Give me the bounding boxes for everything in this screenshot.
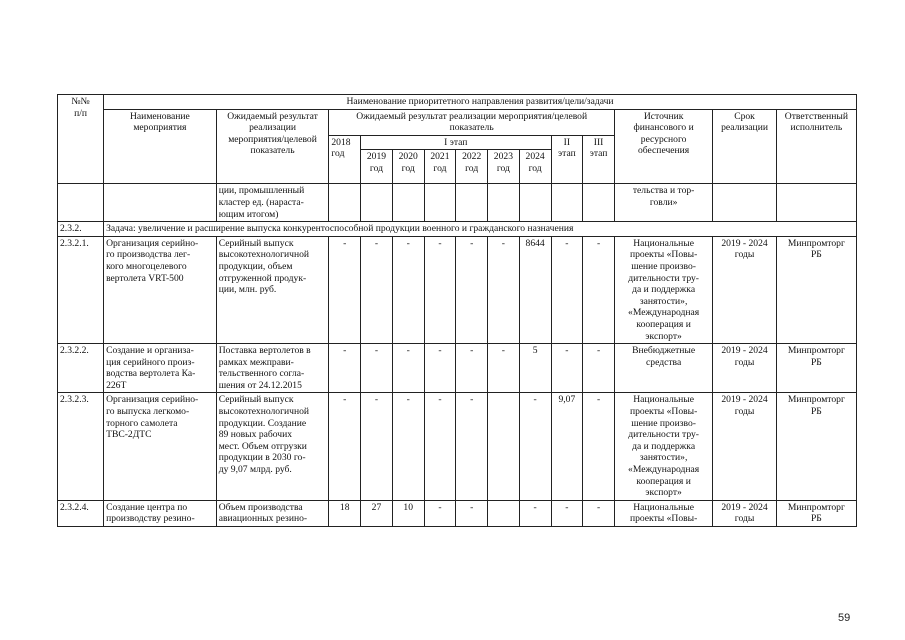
expected-result: Поставка вертолетов в рамках межправи- тельственного согла- шения от 24.12.2015 bbox=[216, 344, 329, 393]
value-2021: - bbox=[424, 236, 456, 343]
header-row-1 bbox=[58, 95, 857, 110]
value-2030: - bbox=[551, 500, 583, 526]
table-row bbox=[58, 236, 857, 343]
value-2018: 18 bbox=[329, 500, 361, 526]
event-name: Создание центра по производству резино- bbox=[104, 500, 217, 526]
page-number: 59 bbox=[838, 612, 851, 624]
value-2030: 9,07 bbox=[551, 393, 583, 500]
value-2024: 8644 bbox=[519, 236, 551, 343]
task-row bbox=[58, 222, 857, 237]
responsible: Минпромторг РБ bbox=[776, 344, 856, 393]
task-number: 2.3.2. bbox=[58, 222, 104, 237]
task-text: Задача: увеличение и расширение выпуска конкурентоспособной продукции военного и гражданского назначения bbox=[104, 222, 857, 237]
responsible: Минпромторг РБ bbox=[776, 500, 856, 526]
value-2020: - bbox=[392, 393, 424, 500]
value-2022: - bbox=[456, 236, 488, 343]
value-2024: 5 bbox=[519, 344, 551, 393]
activities-table bbox=[57, 94, 857, 527]
value-2020: - bbox=[392, 344, 424, 393]
header-row-2 bbox=[58, 109, 857, 135]
priority-direction-header: Наименование приоритетного направления развития/цели/задачи bbox=[104, 95, 857, 110]
value-2018: - bbox=[329, 393, 361, 500]
stage-3-header: III этап bbox=[583, 135, 615, 184]
value-2021: - bbox=[424, 500, 456, 526]
value-2023 bbox=[488, 500, 520, 526]
value-2030: - bbox=[551, 236, 583, 343]
event-name: Организация серийно- го выпуска легкомо- торного самолета ТВС-2ДТС bbox=[104, 393, 217, 500]
value-2035: - bbox=[583, 344, 615, 393]
funding-source: Национальные проекты «Повы- шение произво- дительности тру- да и поддержка занятости», «Международная кооперация и экспорт» bbox=[614, 393, 712, 500]
year-2024-header: 2024 год bbox=[519, 150, 551, 184]
value-2023: - bbox=[488, 236, 520, 343]
year-2023-header: 2023 год bbox=[488, 150, 520, 184]
stage-1-header: I этап bbox=[361, 135, 551, 150]
row-number: 2.3.2.3. bbox=[58, 393, 104, 500]
deadline: 2019 - 2024 годы bbox=[713, 393, 776, 500]
funding-source: Национальные проекты «Повы- шение произво- дительности тру- да и поддержка занятости», «Международная кооперация и экспорт» bbox=[614, 236, 712, 343]
responsible: Минпромторг РБ bbox=[776, 236, 856, 343]
expected-result-header: Ожидаемый результат реализации мероприятия/целевой показатель bbox=[216, 109, 329, 184]
table-row bbox=[58, 393, 857, 500]
stage-2-header: II этап bbox=[551, 135, 583, 184]
value-2020: - bbox=[392, 236, 424, 343]
row-number: 2.3.2.1. bbox=[58, 236, 104, 343]
value-2022: - bbox=[456, 500, 488, 526]
deadline-header: Срок реализации bbox=[713, 109, 776, 184]
continuation-row bbox=[58, 184, 857, 222]
value-2019: - bbox=[361, 344, 393, 393]
year-2022-header: 2022 год bbox=[456, 150, 488, 184]
event-name: Организация серийно- го производства лег- кого многоцелевого вертолета VRT-500 bbox=[104, 236, 217, 343]
value-2023 bbox=[488, 393, 520, 500]
value-2035: - bbox=[583, 393, 615, 500]
continuation-source: тельства и тор- говли» bbox=[614, 184, 712, 222]
year-2020-header: 2020 год bbox=[392, 150, 424, 184]
value-2024: - bbox=[519, 393, 551, 500]
responsible-header: Ответственный исполнитель bbox=[776, 109, 856, 184]
value-2018: - bbox=[329, 344, 361, 393]
value-2035: - bbox=[583, 236, 615, 343]
value-2018: - bbox=[329, 236, 361, 343]
value-2024: - bbox=[519, 500, 551, 526]
responsible: Минпромторг РБ bbox=[776, 393, 856, 500]
funding-source: Национальные проекты «Повы- bbox=[614, 500, 712, 526]
col-number-header: №№ п/п bbox=[58, 95, 104, 184]
table-row bbox=[58, 500, 857, 526]
value-2022: - bbox=[456, 344, 488, 393]
expected-result: Серийный выпуск высокотехнологичной продукции. Создание 89 новых рабочих мест. Объем отгрузки продукции в 2030 го- ду 9,07 млрд. руб. bbox=[216, 393, 329, 500]
value-2022: - bbox=[456, 393, 488, 500]
table-row bbox=[58, 344, 857, 393]
value-2030: - bbox=[551, 344, 583, 393]
value-2019: - bbox=[361, 236, 393, 343]
value-2019: - bbox=[361, 393, 393, 500]
row-number: 2.3.2.2. bbox=[58, 344, 104, 393]
value-2019: 27 bbox=[361, 500, 393, 526]
event-name: Создание и организа- ция серийного произ- водства вертолета Ка- 226Т bbox=[104, 344, 217, 393]
deadline: 2019 - 2024 годы bbox=[713, 236, 776, 343]
value-2021: - bbox=[424, 344, 456, 393]
continuation-result: ции, промышленный кластер ед. (нараста- ющим итогом) bbox=[216, 184, 329, 222]
deadline: 2019 - 2024 годы bbox=[713, 344, 776, 393]
year-2019-header: 2019 год bbox=[361, 150, 393, 184]
value-2023: - bbox=[488, 344, 520, 393]
deadline: 2019 - 2024 годы bbox=[713, 500, 776, 526]
value-2035: - bbox=[583, 500, 615, 526]
expected-result: Объем производства авиационных резино- bbox=[216, 500, 329, 526]
expected-result: Серийный выпуск высокотехнологичной продукции, объем отгруженной продук- ции, млн. руб. bbox=[216, 236, 329, 343]
row-number: 2.3.2.4. bbox=[58, 500, 104, 526]
event-name-header: Наименование мероприятия bbox=[104, 109, 217, 184]
funding-source: Внебюджетные средства bbox=[614, 344, 712, 393]
source-header: Источник финансового и ресурсного обеспечения bbox=[614, 109, 712, 184]
year-2018-header: 2018 год bbox=[329, 135, 361, 184]
value-2021: - bbox=[424, 393, 456, 500]
year-2021-header: 2021 год bbox=[424, 150, 456, 184]
expected-result-span-header: Ожидаемый результат реализации мероприятия/целевой показатель bbox=[329, 109, 615, 135]
value-2020: 10 bbox=[392, 500, 424, 526]
